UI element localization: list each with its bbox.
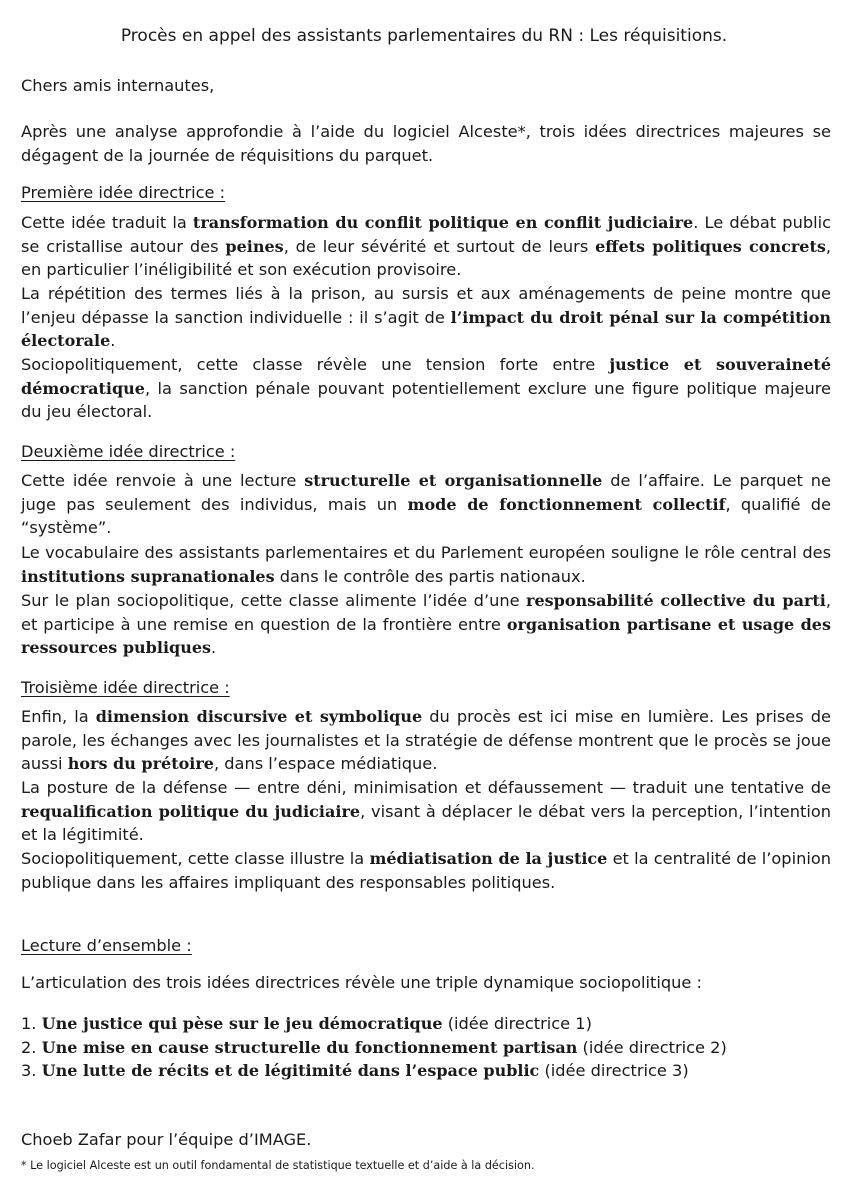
section-2-paragraph-3 <box>21 589 831 660</box>
emphasis-text: mode de fonctionnement collectif <box>407 494 726 514</box>
summary-heading: Lecture d’ensemble : <box>21 936 192 955</box>
summary-list <box>21 1012 727 1083</box>
section-2-paragraph-1 <box>21 469 831 540</box>
emphasis-text: institutions supranationales <box>21 566 275 586</box>
body-text: , en particulier l’inéligibilité et son exécution provisoire. <box>21 236 831 279</box>
section-3-paragraph-1 <box>21 705 831 776</box>
section-1-paragraph-2 <box>21 282 831 353</box>
summary-item-bold: Une justice qui pèse sur le jeu démocratique <box>41 1014 443 1033</box>
body-text: , dans l’espace médiatique. <box>213 754 438 773</box>
summary-item-bold: Une mise en cause structurelle du fonctionnement partisan <box>41 1037 578 1057</box>
body-text: La répétition des termes liés à la prison, au sursis et aux aménagements de peine montre que l’enjeu dépasse la sanction individuelle : il s’agit de <box>21 284 831 327</box>
section-2-paragraph-2 <box>21 541 831 588</box>
greeting: Chers amis internautes, <box>21 76 215 95</box>
body-text: , et participe à une remise en question de la frontière entre <box>21 591 831 634</box>
summary-item-rest: (idée directrice 3) <box>539 1061 689 1080</box>
section-1-paragraph-1 <box>21 211 831 282</box>
summary-item-number: 2. <box>21 1037 37 1057</box>
summary-item-number: 1. <box>21 1014 37 1033</box>
section-2-heading: Deuxième idée directrice : <box>21 442 236 461</box>
section-3-paragraph-3 <box>21 847 831 894</box>
summary-item-number: 3. <box>21 1061 37 1080</box>
body-text: dans le contrôle des partis nationaux. <box>274 566 586 586</box>
emphasis-text: l’impact du droit pénal sur la compétition électorale <box>21 307 832 350</box>
body-text: Cette idée renvoie à une lecture <box>21 471 305 490</box>
body-text: Enfin, la <box>21 707 96 726</box>
body-text: Sur le plan sociopolitique, cette classe alimente l’idée d’une <box>21 591 527 610</box>
body-text: , de leur sévérité et surtout de leurs <box>283 236 596 256</box>
summary-item-1 <box>21 1012 727 1036</box>
body-text: . <box>110 331 116 350</box>
summary-item-bold: Une lutte de récits et de légitimité dans l’espace public <box>41 1061 540 1080</box>
emphasis-text: structurelle et organisationnelle <box>304 471 603 490</box>
body-text: Le vocabulaire des assistants parlementaires et du Parlement européen souligne le rôle central des <box>21 543 831 562</box>
body-text: , qualifié de “système”. <box>21 494 832 537</box>
emphasis-text: dimension discursive et symbolique <box>95 707 423 726</box>
emphasis-text: effets politiques concrets <box>595 236 826 256</box>
footnote: * Le logiciel Alceste est un outil fondamental de statistique textuelle et d’aide à la décision. <box>21 1159 535 1172</box>
body-text: Sociopolitiquement, cette classe révèle une tension forte entre <box>21 355 610 374</box>
emphasis-text: requalification politique du judiciaire <box>21 801 361 821</box>
body-text: Sociopolitiquement, cette classe illustre la <box>21 849 370 868</box>
emphasis-text: médiatisation de la justice <box>369 849 608 868</box>
summary-item-rest: (idée directrice 1) <box>442 1014 592 1033</box>
summary-intro: L’articulation des trois idées directrices révèle une triple dynamique sociopolitique : <box>21 973 702 992</box>
section-1-paragraph-3 <box>21 353 831 424</box>
intro-paragraph: Après une analyse approfondie à l’aide du logiciel Alceste*, trois idées directrices majeures se dégagent de la journée de réquisitions du parquet. <box>21 122 831 165</box>
signature: Choeb Zafar pour l’équipe d’IMAGE. <box>21 1130 312 1149</box>
section-3-heading: Troisième idée directrice : <box>21 678 230 697</box>
body-text: , la sanction pénale pouvant potentiellement exclure une figure politique majeure du jeu électoral. <box>21 378 831 421</box>
body-text: et la centralité de l’opinion publique dans les affaires impliquant des responsables politiques. <box>21 849 831 892</box>
section-3-paragraph-2 <box>21 776 831 847</box>
emphasis-text: hors du prétoire <box>67 754 214 773</box>
emphasis-text: organisation partisane et usage des ressources publiques <box>21 614 831 657</box>
body-text: Cette idée traduit la <box>21 213 193 232</box>
body-text: , visant à déplacer le débat vers la perception, l’intention et la légitimité. <box>21 801 831 844</box>
emphasis-text: transformation du conflit politique en conflit judiciaire <box>192 213 694 232</box>
body-text: . Le débat public se cristallise autour des <box>21 213 832 256</box>
body-text: . <box>211 638 217 657</box>
document-title: Procès en appel des assistants parlementaires du RN : Les réquisitions. <box>120 26 728 46</box>
emphasis-text: responsabilité collective du parti <box>526 591 826 610</box>
summary-item-rest: (idée directrice 2) <box>577 1037 727 1057</box>
summary-item-3 <box>21 1059 727 1083</box>
summary-item-2 <box>21 1036 727 1060</box>
emphasis-text: peines <box>225 236 284 256</box>
emphasis-text: justice et souveraineté démocratique <box>21 355 832 398</box>
body-text: du procès est ici mise en lumière. Les prises de parole, les échanges avec les journalistes et la stratégie de défense montrent que le procès se joue aussi <box>21 707 832 773</box>
body-text: de l’affaire. Le parquet ne juge pas seulement des individus, mais un <box>21 471 831 514</box>
section-1-heading: Première idée directrice : <box>21 183 226 202</box>
body-text: La posture de la défense — entre déni, minimisation et défaussement — traduit une tentative de <box>21 778 831 797</box>
